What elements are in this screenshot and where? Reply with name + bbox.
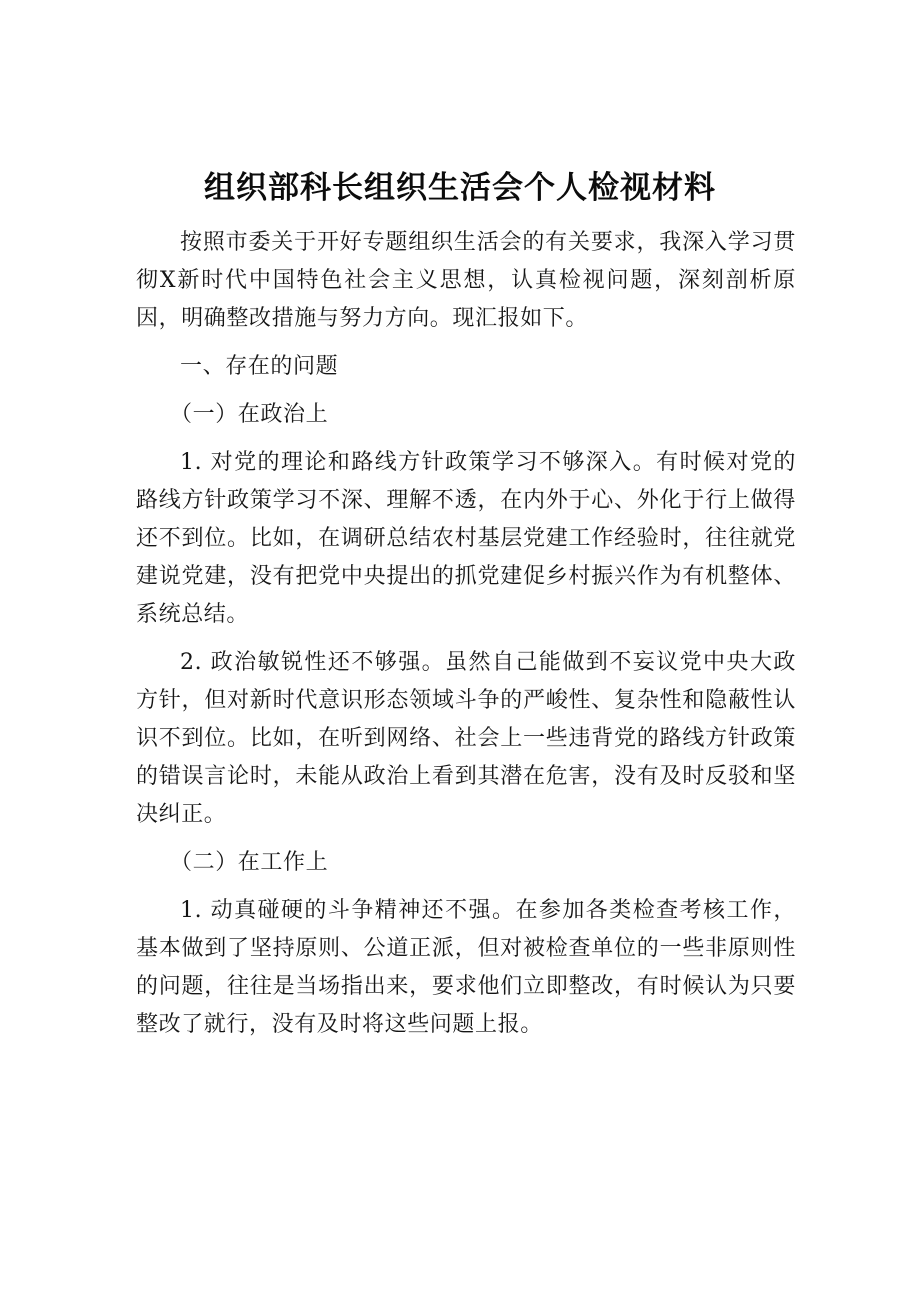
politics-item-1: 1. 对党的理论和路线方针政策学习不够深入。有时候对党的路线方针政策学习不深、理解不透，在内外于心、外化于行上做得还不到位。比如，在调研总结农村基层党建工作经验时，往往就党建说党建，没有把党中央提出的抓党建促乡村振兴作为有机整体、系统总结。 [136, 450, 796, 627]
document-body [136, 224, 796, 1044]
subsection-heading-politics: （一）在政治上 [170, 402, 329, 427]
politics-item-2: 2. 政治敏锐性还不够强。虽然自己能做到不妄议党中央大政方针，但对新时代意识形态领域斗争的严峻性、复杂性和隐蔽性认识不到位。比如，在听到网络、社会上一些违背党的路线方针政策的错误言论时，未能从政治上看到其潜在危害，没有及时反驳和坚决纠正。 [136, 650, 796, 827]
document-title: 组织部科长组织生活会个人检视材料 [204, 170, 716, 206]
section-heading-problems: 一、存在的问题 [180, 354, 339, 379]
intro-paragraph: 按照市委关于开好专题组织生活会的有关要求，我深入学习贯彻X新时代中国特色社会主义思想，认真检视问题，深刻剖析原因，明确整改措施与努力方向。现汇报如下。 [136, 230, 796, 331]
subsection-heading-work: （二）在工作上 [170, 850, 329, 875]
work-item-1: 1. 动真碰硬的斗争精神还不强。在参加各类检查考核工作，基本做到了坚持原则、公道正派，但对被检查单位的一些非原则性的问题，往往是当场指出来，要求他们立即整改，有时候认为只要整改了就行，没有及时将这些问题上报。 [136, 898, 796, 1037]
